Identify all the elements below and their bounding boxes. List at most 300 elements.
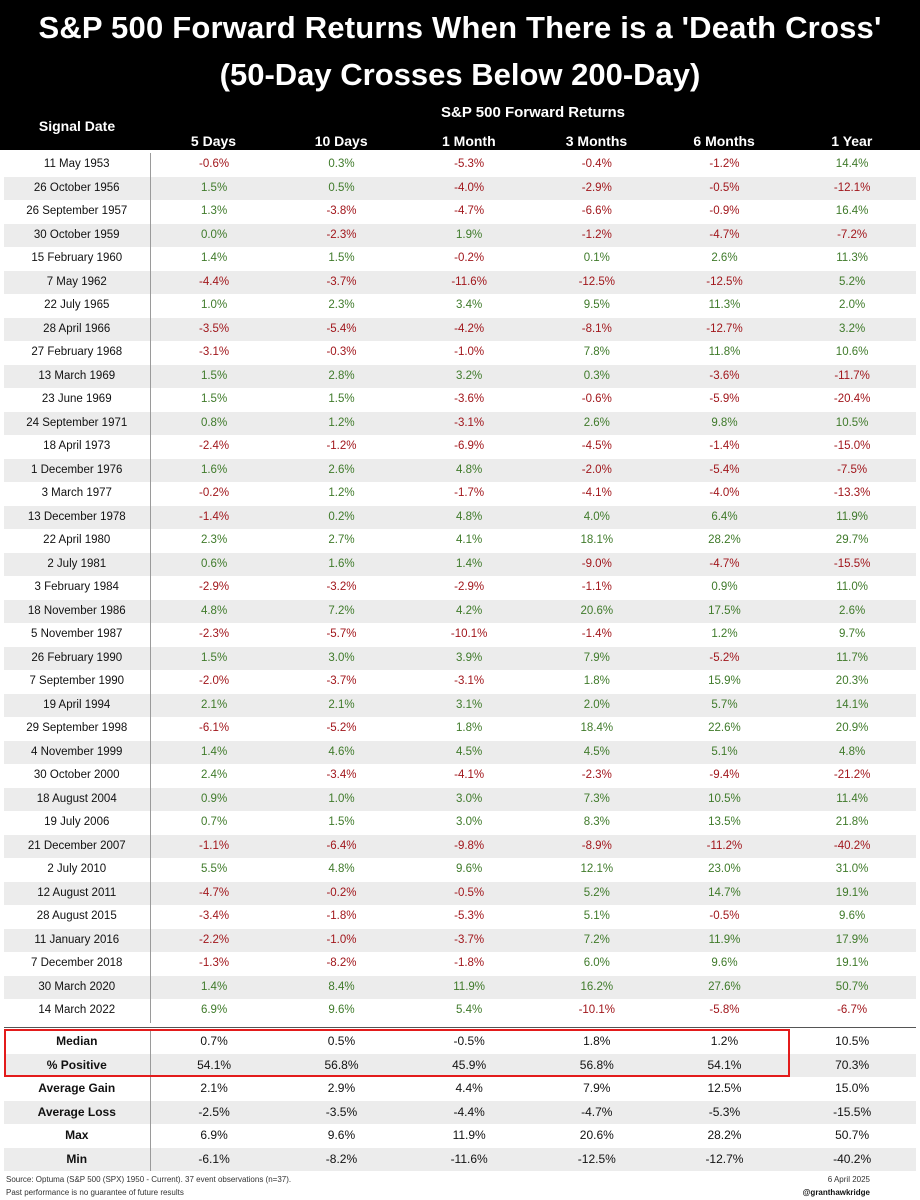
signal-date-cell: 19 April 1994 <box>4 694 150 718</box>
return-cell: 1.4% <box>150 741 278 765</box>
table-row <box>4 224 916 248</box>
return-cell: 19.1% <box>835 957 869 969</box>
stat-value: 28.2% <box>707 1128 742 1142</box>
signal-date-cell: 26 September 1957 <box>4 200 150 224</box>
return-cell: 11.9% <box>661 929 789 953</box>
return-cell: -6.4% <box>278 835 406 859</box>
return-cell: -4.0% <box>709 487 740 499</box>
return-cell: 1.5% <box>328 393 355 405</box>
return-cell: 16.2% <box>533 976 661 1000</box>
return-cell: -8.2% <box>326 957 357 969</box>
table-row <box>4 459 916 483</box>
return-cell: 20.6% <box>533 600 661 624</box>
return-cell: -15.0% <box>833 440 871 452</box>
table-row <box>4 177 916 201</box>
return-cell: 3.2% <box>405 365 533 389</box>
return-cell: -4.7% <box>661 553 789 577</box>
return-cell: -5.3% <box>454 158 485 170</box>
return-cell: 1.9% <box>405 224 533 248</box>
return-cell: 4.8% <box>328 863 355 875</box>
return-cell: -4.2% <box>405 318 533 342</box>
signal-date-cell: 7 May 1962 <box>4 271 150 295</box>
signal-date-cell: 13 March 1969 <box>4 365 150 389</box>
table-row <box>4 717 916 741</box>
return-cell: 3.2% <box>788 318 916 342</box>
return-cell: -0.3% <box>326 346 357 358</box>
return-cell: 1.5% <box>328 252 355 264</box>
signal-date-cell: 18 April 1973 <box>4 435 150 459</box>
return-cell: -3.7% <box>405 929 533 953</box>
stat-value: -4.4% <box>405 1101 533 1125</box>
return-cell: -3.2% <box>326 581 357 593</box>
return-cell: 7.2% <box>278 600 406 624</box>
return-cell: 17.9% <box>788 929 916 953</box>
return-cell: 3.0% <box>278 647 406 671</box>
table-row <box>4 529 916 553</box>
return-cell: -13.3% <box>833 487 871 499</box>
return-cell: -2.9% <box>533 177 661 201</box>
return-cell: 4.8% <box>405 459 533 483</box>
table-row <box>4 388 916 412</box>
signal-date-cell: 22 July 1965 <box>4 294 150 318</box>
return-cell: 29.7% <box>835 534 869 546</box>
stat-value: 56.8% <box>278 1054 406 1078</box>
table-row <box>4 553 916 577</box>
signal-date-header: Signal Date <box>38 118 116 134</box>
forward-returns-header: S&P 500 Forward Returns <box>441 104 625 121</box>
stat-value: -2.5% <box>150 1101 278 1125</box>
stats-row <box>4 1101 916 1125</box>
return-cell: 0.5% <box>278 177 406 201</box>
return-cell: -3.7% <box>278 271 406 295</box>
return-cell: 5.2% <box>788 271 916 295</box>
signal-date-cell: 27 February 1968 <box>4 341 150 365</box>
signal-date-cell: 22 April 1980 <box>4 529 150 553</box>
return-cell: 4.8% <box>405 506 533 530</box>
return-cell: -1.3% <box>199 957 230 969</box>
table-row <box>4 835 916 859</box>
return-cell: 18.4% <box>580 722 614 734</box>
signal-date-cell: 18 August 2004 <box>4 788 150 812</box>
return-cell: -10.1% <box>578 1004 616 1016</box>
return-cell: 5.7% <box>661 694 789 718</box>
return-cell: -0.2% <box>199 487 230 499</box>
return-cell: 2.6% <box>711 252 738 264</box>
return-cell: 10.6% <box>835 346 869 358</box>
author-handle: @granthawkridge <box>802 1188 870 1197</box>
stat-value: -3.5% <box>278 1101 406 1125</box>
table-row <box>4 365 916 389</box>
return-cell: 4.6% <box>278 741 406 765</box>
stat-value: 11.9% <box>452 1128 486 1142</box>
return-cell: -5.3% <box>454 910 485 922</box>
return-cell: 7.9% <box>533 647 661 671</box>
return-cell: 3.9% <box>405 647 533 671</box>
return-cell: 1.5% <box>328 816 355 828</box>
stat-value: 1.8% <box>583 1034 611 1048</box>
return-cell: -6.7% <box>837 1004 868 1016</box>
column-header-1-month: 1 Month <box>441 133 496 149</box>
return-cell: -9.0% <box>533 553 661 577</box>
stat-value: -6.1% <box>150 1148 278 1172</box>
table-row <box>4 200 916 224</box>
column-header-6-months: 6 Months <box>693 133 755 149</box>
return-cell: -20.4% <box>833 393 871 405</box>
table-row <box>4 482 916 506</box>
signal-date-cell: 14 March 2022 <box>4 999 150 1023</box>
return-cell: 20.9% <box>835 722 869 734</box>
return-cell: 4.8% <box>150 600 278 624</box>
return-cell: 3.1% <box>405 694 533 718</box>
return-cell: -3.1% <box>405 412 533 436</box>
return-cell: 0.7% <box>200 816 228 828</box>
return-cell: 0.0% <box>150 224 278 248</box>
return-cell: -3.1% <box>199 346 230 358</box>
stat-value: 1.2% <box>710 1034 739 1048</box>
return-cell: 28.2% <box>708 534 741 546</box>
stat-label: Min <box>4 1148 150 1172</box>
return-cell: 9.6% <box>711 957 738 969</box>
return-cell: 2.6% <box>788 600 916 624</box>
return-cell: -5.2% <box>326 722 357 734</box>
return-cell: -6.9% <box>454 440 485 452</box>
return-cell: 1.0% <box>200 299 228 311</box>
return-cell: -1.1% <box>581 581 612 593</box>
return-cell: 0.9% <box>711 581 738 593</box>
return-cell: 11.8% <box>708 346 741 358</box>
return-cell: 2.8% <box>278 365 406 389</box>
return-cell: -4.7% <box>454 205 485 217</box>
publish-date: 6 April 2025 <box>827 1175 870 1184</box>
returns-table-body <box>4 153 916 1023</box>
return-cell: 2.7% <box>328 534 355 546</box>
return-cell: -3.7% <box>326 675 357 687</box>
return-cell: -2.3% <box>278 224 406 248</box>
table-row <box>4 999 916 1023</box>
return-cell: -6.1% <box>199 722 230 734</box>
return-cell: -8.9% <box>533 835 661 859</box>
signal-date-cell: 1 December 1976 <box>4 459 150 483</box>
return-cell: -4.1% <box>454 769 485 781</box>
return-cell: 14.4% <box>835 158 869 170</box>
signal-date-cell: 30 March 2020 <box>4 976 150 1000</box>
return-cell: -8.1% <box>533 318 661 342</box>
signal-date-cell: 26 October 1956 <box>4 177 150 201</box>
stat-value: 15.0% <box>835 1081 870 1095</box>
return-cell: 11.9% <box>405 976 533 1000</box>
return-cell: 4.8% <box>788 741 916 765</box>
source-note: Source: Optuma (S&P 500 (SPX) 1950 - Current). 37 event observations (n=37). <box>6 1175 292 1184</box>
return-cell: 1.6% <box>278 553 406 577</box>
return-cell: -1.7% <box>454 487 485 499</box>
return-cell: 4.0% <box>533 506 661 530</box>
stat-value: 70.3% <box>788 1054 916 1078</box>
table-row <box>4 882 916 906</box>
table-row <box>4 694 916 718</box>
stat-label: Average Gain <box>4 1077 150 1101</box>
stat-label: Average Loss <box>4 1101 150 1125</box>
return-cell: 11.7% <box>788 647 916 671</box>
return-cell: 50.7% <box>788 976 916 1000</box>
table-row <box>4 741 916 765</box>
return-cell: -0.4% <box>581 158 612 170</box>
return-cell: 11.0% <box>836 581 868 593</box>
signal-date-cell: 4 November 1999 <box>4 741 150 765</box>
return-cell: 23.0% <box>708 863 741 875</box>
return-cell: 1.3% <box>200 205 228 217</box>
column-header-1-year: 1 Year <box>831 133 873 149</box>
return-cell: 31.0% <box>835 863 869 875</box>
return-cell: 11.9% <box>788 506 916 530</box>
return-cell: -1.2% <box>326 440 357 452</box>
return-cell: -0.2% <box>278 882 406 906</box>
table-row <box>4 318 916 342</box>
return-cell: -0.9% <box>709 205 740 217</box>
signal-date-cell: 19 July 2006 <box>4 811 150 835</box>
returns-table <box>4 153 916 1023</box>
stat-value: -4.7% <box>533 1101 661 1125</box>
return-cell: -7.5% <box>788 459 916 483</box>
return-cell: -11.2% <box>661 835 789 859</box>
return-cell: 11.3% <box>708 299 741 311</box>
table-row <box>4 788 916 812</box>
signal-date-cell: 2 July 1981 <box>4 553 150 577</box>
return-cell: -7.2% <box>788 224 916 248</box>
table-row <box>4 952 916 976</box>
return-cell: -1.4% <box>581 628 612 640</box>
return-cell: 4.1% <box>456 534 483 546</box>
return-cell: 20.3% <box>835 675 869 687</box>
return-cell: 1.5% <box>150 647 278 671</box>
return-cell: -5.9% <box>709 393 740 405</box>
table-row <box>4 811 916 835</box>
stat-value: 50.7% <box>835 1128 870 1142</box>
stat-value: 9.6% <box>327 1128 356 1142</box>
return-cell: 10.5% <box>661 788 789 812</box>
table-row <box>4 764 916 788</box>
return-cell: -5.2% <box>661 647 789 671</box>
stat-value: -40.2% <box>788 1148 916 1172</box>
return-cell: 1.6% <box>150 459 278 483</box>
table-row <box>4 247 916 271</box>
return-cell: -2.9% <box>199 581 230 593</box>
return-cell: 3.0% <box>456 816 483 828</box>
table-row <box>4 858 916 882</box>
return-cell: 0.9% <box>150 788 278 812</box>
return-cell: 12.1% <box>580 863 614 875</box>
return-cell: 1.2% <box>328 487 355 499</box>
return-cell: -0.5% <box>661 177 789 201</box>
return-cell: -3.1% <box>454 675 485 687</box>
return-cell: 8.3% <box>583 816 610 828</box>
stat-value: 0.5% <box>327 1034 356 1048</box>
return-cell: -3.4% <box>199 910 230 922</box>
return-cell: 1.2% <box>278 412 406 436</box>
stat-value: 10.5% <box>835 1034 870 1048</box>
return-cell: 0.1% <box>583 252 610 264</box>
signal-date-cell: 29 September 1998 <box>4 717 150 741</box>
return-cell: -1.4% <box>709 440 740 452</box>
signal-date-cell: 5 November 1987 <box>4 623 150 647</box>
return-cell: -1.8% <box>326 910 357 922</box>
return-cell: 22.6% <box>708 722 741 734</box>
signal-date-cell: 21 December 2007 <box>4 835 150 859</box>
return-cell: -12.5% <box>533 271 661 295</box>
return-cell: 7.2% <box>533 929 661 953</box>
return-cell: -12.5% <box>661 271 789 295</box>
return-cell: -4.4% <box>150 271 278 295</box>
return-cell: 1.5% <box>150 365 278 389</box>
return-cell: 0.3% <box>328 158 355 170</box>
return-cell: -4.5% <box>581 440 612 452</box>
return-cell: -12.7% <box>661 318 789 342</box>
return-cell: -3.4% <box>326 769 357 781</box>
return-cell: -5.4% <box>278 318 406 342</box>
stat-value: 12.5% <box>707 1081 742 1095</box>
signal-date-cell: 12 August 2011 <box>4 882 150 906</box>
return-cell: -5.4% <box>661 459 789 483</box>
return-cell: 0.2% <box>278 506 406 530</box>
return-cell: 1.5% <box>200 393 228 405</box>
signal-date-cell: 3 February 1984 <box>4 576 150 600</box>
return-cell: -2.9% <box>454 581 485 593</box>
return-cell: 7.3% <box>533 788 661 812</box>
signal-date-cell: 11 January 2016 <box>4 929 150 953</box>
stat-value: -12.7% <box>661 1148 789 1172</box>
return-cell: 2.0% <box>533 694 661 718</box>
return-cell: 9.6% <box>328 1004 355 1016</box>
return-cell: 5.1% <box>583 910 610 922</box>
return-cell: 2.6% <box>533 412 661 436</box>
signal-date-cell: 28 April 1966 <box>4 318 150 342</box>
signal-date-cell: 18 November 1986 <box>4 600 150 624</box>
return-cell: -2.3% <box>581 769 612 781</box>
table-row <box>4 294 916 318</box>
stat-label: % Positive <box>4 1054 150 1078</box>
table-row <box>4 435 916 459</box>
stat-label: Median <box>4 1030 150 1054</box>
return-cell: 4.2% <box>405 600 533 624</box>
return-cell: 3.4% <box>456 299 483 311</box>
return-cell: -11.7% <box>788 365 916 389</box>
return-cell: 7.8% <box>583 346 610 358</box>
return-cell: -2.0% <box>199 675 230 687</box>
return-cell: 19.1% <box>788 882 916 906</box>
return-cell: 1.4% <box>405 553 533 577</box>
signal-date-cell: 26 February 1990 <box>4 647 150 671</box>
stat-value: 4.4% <box>455 1081 483 1095</box>
return-cell: 1.8% <box>456 722 483 734</box>
stat-value: -0.5% <box>453 1034 485 1048</box>
table-row <box>4 341 916 365</box>
stat-value: 20.6% <box>579 1128 614 1142</box>
return-cell: 9.6% <box>839 910 866 922</box>
stat-value: -5.3% <box>661 1101 789 1125</box>
return-cell: 18.1% <box>580 534 614 546</box>
return-cell: 2.1% <box>150 694 278 718</box>
return-cell: 6.4% <box>661 506 789 530</box>
stat-value: 56.8% <box>533 1054 661 1078</box>
return-cell: 6.0% <box>583 957 610 969</box>
return-cell: 2.3% <box>200 534 228 546</box>
signal-date-cell: 2 July 2010 <box>4 858 150 882</box>
return-cell: -1.8% <box>454 957 485 969</box>
stat-value: 6.9% <box>200 1128 228 1142</box>
table-row <box>4 647 916 671</box>
table-row <box>4 506 916 530</box>
stat-value: -11.6% <box>405 1148 533 1172</box>
page-title: S&P 500 Forward Returns When There is a 'Death Cross' <box>38 10 882 45</box>
return-cell: -1.0% <box>454 346 485 358</box>
return-cell: -2.2% <box>150 929 278 953</box>
stat-value: 45.9% <box>405 1054 533 1078</box>
return-cell: 21.8% <box>835 816 869 828</box>
page-subtitle: (50-Day Crosses Below 200-Day) <box>219 57 701 92</box>
signal-date-cell: 7 December 2018 <box>4 952 150 976</box>
return-cell: -4.1% <box>581 487 612 499</box>
return-cell: -15.5% <box>788 553 916 577</box>
return-cell: 1.4% <box>150 976 278 1000</box>
return-cell: 1.4% <box>200 252 228 264</box>
stat-value: 7.9% <box>583 1081 611 1095</box>
return-cell: -2.3% <box>199 628 230 640</box>
return-cell: -0.6% <box>581 393 612 405</box>
return-cell: 3.0% <box>405 788 533 812</box>
return-cell: -1.4% <box>150 506 278 530</box>
return-cell: -10.1% <box>450 628 488 640</box>
return-cell: 4.5% <box>405 741 533 765</box>
return-cell: -1.2% <box>709 158 740 170</box>
return-cell: -3.8% <box>326 205 357 217</box>
return-cell: 0.8% <box>150 412 278 436</box>
stats-divider <box>4 1027 916 1028</box>
return-cell: 8.4% <box>278 976 406 1000</box>
return-cell: 1.8% <box>583 675 610 687</box>
stats-row <box>4 1124 916 1148</box>
return-cell: -6.6% <box>581 205 612 217</box>
return-cell: -0.6% <box>199 158 230 170</box>
return-cell: 2.3% <box>328 299 355 311</box>
return-cell: 5.2% <box>533 882 661 906</box>
signal-date-cell: 30 October 1959 <box>4 224 150 248</box>
return-cell: 5.4% <box>456 1004 483 1016</box>
highlight-box <box>4 1029 790 1077</box>
stats-row <box>4 1077 916 1101</box>
stat-value: -8.2% <box>278 1148 406 1172</box>
column-header-10-days: 10 Days <box>314 133 368 149</box>
table-row <box>4 600 916 624</box>
return-cell: 15.9% <box>708 675 741 687</box>
return-cell: 9.7% <box>839 628 866 640</box>
signal-date-cell: 3 March 1977 <box>4 482 150 506</box>
table-row <box>4 929 916 953</box>
return-cell: 16.4% <box>835 205 869 217</box>
return-cell: -2.0% <box>533 459 661 483</box>
return-cell: -40.2% <box>788 835 916 859</box>
return-cell: 1.5% <box>150 177 278 201</box>
column-header-3-months: 3 Months <box>565 133 628 149</box>
signal-date-cell: 15 February 1960 <box>4 247 150 271</box>
disclaimer: Past performance is no guarantee of future results <box>6 1188 184 1197</box>
signal-date-cell: 30 October 2000 <box>4 764 150 788</box>
return-cell: 9.8% <box>661 412 789 436</box>
return-cell: 11.4% <box>788 788 916 812</box>
return-cell: -0.2% <box>454 252 485 264</box>
return-cell: 2.0% <box>839 299 866 311</box>
return-cell: 6.9% <box>200 1004 228 1016</box>
return-cell: 1.2% <box>711 628 738 640</box>
return-cell: 0.6% <box>150 553 278 577</box>
